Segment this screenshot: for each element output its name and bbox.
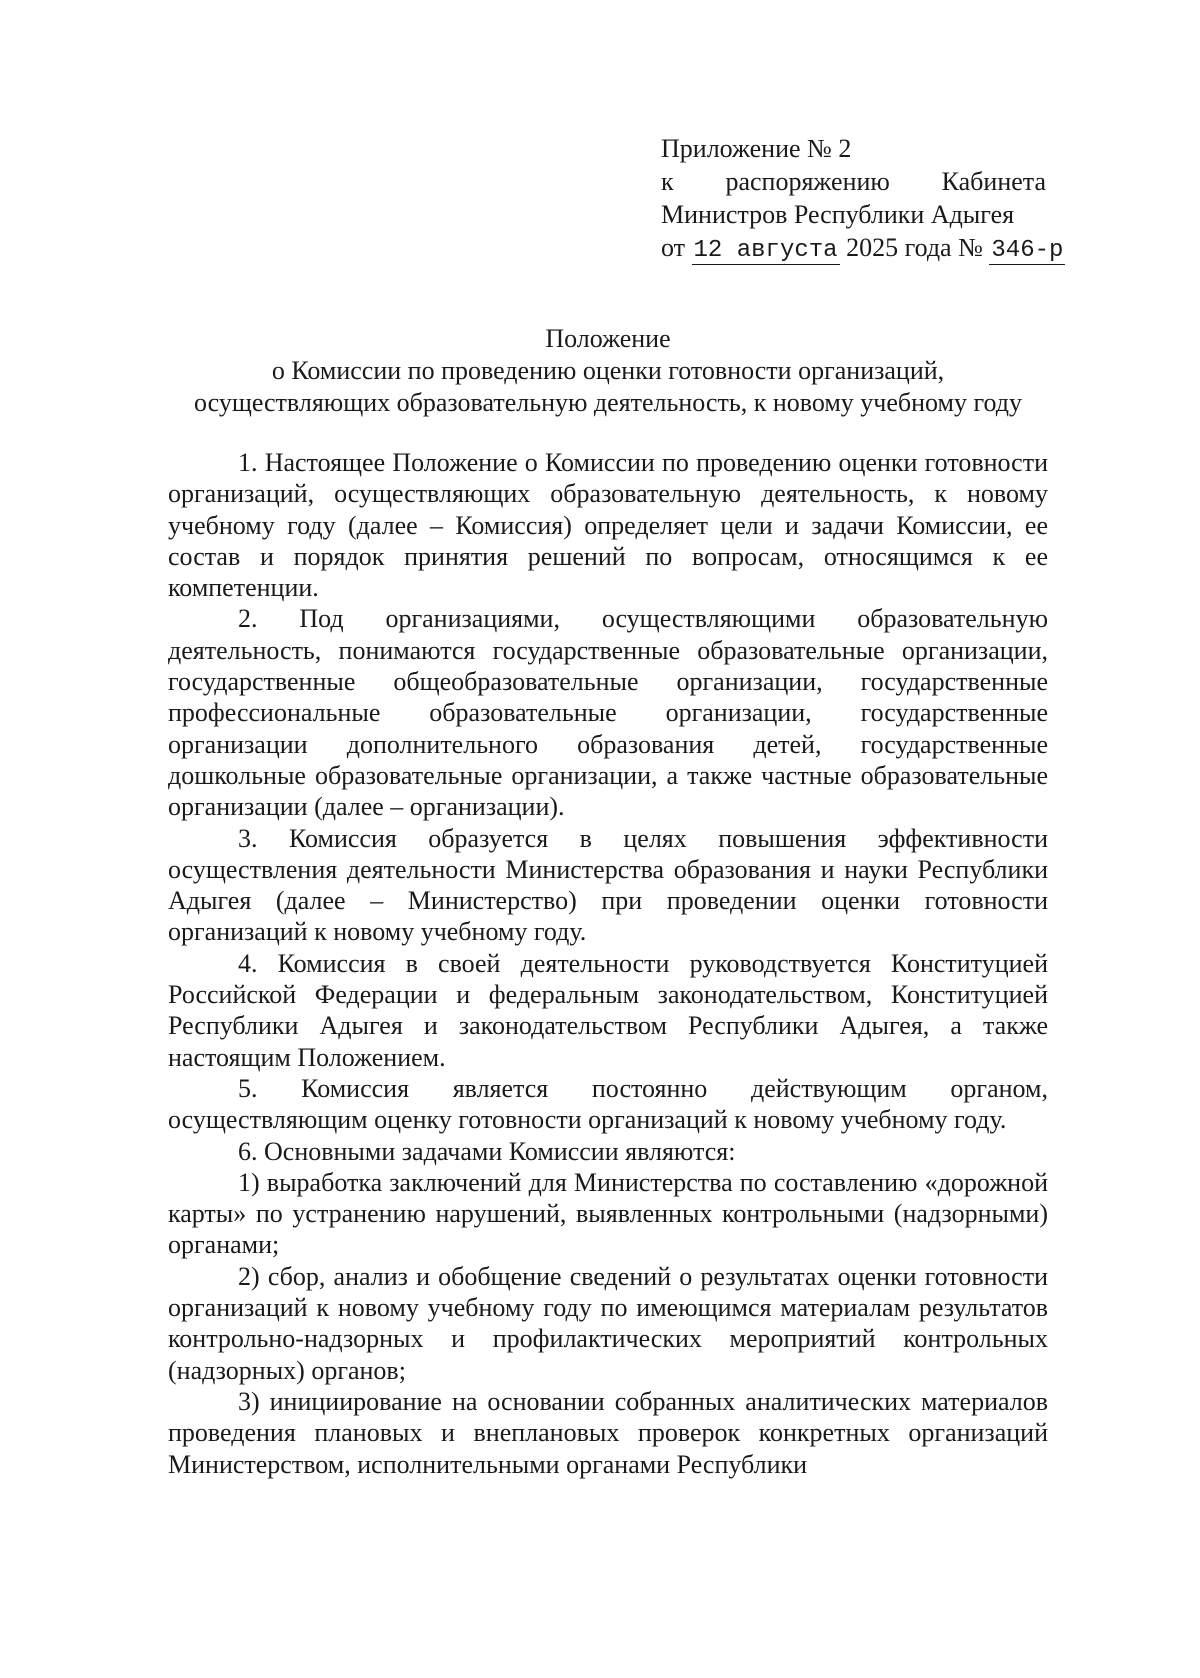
paragraph-6: 6. Основными задачами Комиссии являются: — [238, 1136, 736, 1166]
annex-ministers: Министров Республики Адыгея — [661, 200, 1015, 229]
paragraph-6-1: 1) выработка заключений для Министерства по составлению «дорожной карты» по устранению нарушений, выявленных контрольными (надзорными) органами; — [168, 1167, 1048, 1260]
annex-order-word: распоряжению — [725, 167, 890, 196]
annex-order-number: 346-р — [991, 237, 1064, 264]
paragraph-3: 3. Комиссия образуется в целях повышения эффективности осуществления деятельности Министерства образования и науки Республики Адыгея (далее – Министерство) при проведении оценки готовности организаций к новому учебному году. — [168, 823, 1048, 947]
annex-date-prefix: от — [661, 233, 686, 262]
title-line-2: о Комиссии по проведению оценки готовности организаций, — [271, 356, 945, 385]
paragraph-6-3: 3) инициирование на основании собранных аналитических материалов проведения плановых и внеплановых проверок конкретных организаций Министерством, исполнительными органами Республики — [168, 1386, 1048, 1479]
annex-header — [661, 132, 1064, 265]
annex-k: к — [661, 167, 674, 196]
annex-year: 2025 года № — [846, 233, 983, 262]
annex-order-line — [661, 165, 1046, 198]
document-title — [168, 323, 1048, 419]
paragraph-5: 5. Комиссия является постоянно действующим органом, осуществляющим оценку готовности организаций к новому учебному году. — [168, 1073, 1048, 1135]
annex-number: Приложение № 2 — [661, 134, 852, 163]
title-line-1: Положение — [545, 324, 671, 353]
title-line-3: осуществляющих образовательную деятельность, к новому учебному году — [193, 388, 1023, 417]
paragraph-4: 4. Комиссия в своей деятельности руководствуется Конституцией Российской Федерации и федеральным законодательством, Конституцией Республики Адыгея и законодательством Республики Адыгея, а также настоящим Положением. — [168, 948, 1048, 1072]
paragraph-2: 2. Под организациями, осуществляющими образовательную деятельность, понимаются государственные образовательные организации, государственные общеобразовательные организации, государственные профессиональные образовательные организации, государственные организации дополнительного образования детей, государственные дошкольные образовательные организации, а также частные образовательные организации (далее – организации). — [168, 604, 1048, 822]
paragraph-1: 1. Настоящее Положение о Комиссии по проведению оценки готовности организаций, осуществляющих образовательную деятельность, к новому учебному году (далее – Комиссия) определяет цели и задачи Комиссии, ее состав и порядок принятия решений по вопросам, относящимся к ее компетенции. — [168, 448, 1048, 603]
annex-date: 12 августа — [693, 237, 838, 264]
document-body — [168, 447, 1048, 1480]
annex-cabinet: Кабинета — [941, 167, 1046, 196]
paragraph-6-2: 2) сбор, анализ и обобщение сведений о результатах оценки готовности организаций к новому учебному году по имеющимся материалам результатов контрольно-надзорных и профилактических мероприятий контрольных (надзорных) органов; — [168, 1261, 1048, 1385]
annex-date-line — [661, 231, 1064, 265]
